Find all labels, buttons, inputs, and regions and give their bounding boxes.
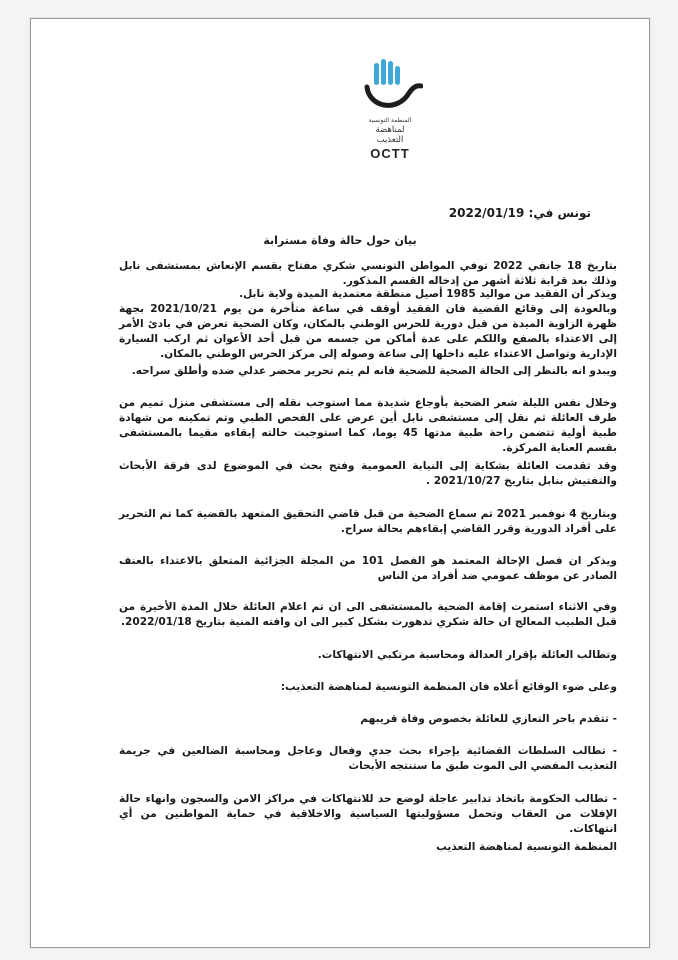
logo-org-small-text: المنظمة التونسية — [368, 117, 412, 124]
bullet-1: - تتقدم باحر التعازي للعائلة بخصوص وفاة قريبهم — [360, 713, 617, 725]
logo-org-line3: التعذيب — [376, 135, 404, 145]
document-title: بيان حول حالة وفاة مسترابة — [263, 234, 417, 247]
logo-abbreviation: OCTT — [370, 146, 410, 161]
signature: المنظمة التونسية لمناهضة التعذيب — [436, 841, 617, 853]
paragraph-4: ويبدو انه بالنظر إلى الحالة الصحية للضحية فانه لم يتم تحرير محضر عدلي ضده وأطلق سراحه. — [131, 365, 617, 377]
document-page — [30, 18, 650, 948]
paragraph-7: وبتاريخ 4 نوفمبر 2021 تم سماع الضحية من قبل قاضي التحقيق المتعهد بالقضية كما تم التحرير على أفراد الدورية وقرر القاضي إبقاءهم بحالة سراح. — [119, 508, 617, 535]
bullet-2: - تطالب السلطات القضائية بإجراء بحث جدي وفعال وعاجل ومحاسبة الضالعين في جريمة التعذيب المفضي الى الموت طبق ما ستنتجه الأبحاث — [119, 745, 617, 772]
paragraph-6: وقد تقدمت العائلة بشكاية إلى النيابة العمومية وفتح بحث في الموضوع لدى فرقة الأبحاث والتفتيش بنابل بتاريخ 2021/10/27 . — [119, 460, 617, 487]
logo-org-line2: لمناهضة — [375, 125, 405, 135]
paragraph-8: ويذكر ان فصل الإحالة المعتمد هو الفصل 101 من المجلة الجزائية المتعلق بالاعتداء بالعنف الصادر عن موظف عمومي ضد أفراد من الناس — [119, 555, 617, 582]
octt-logo — [355, 57, 425, 161]
paragraph-10: وتطالب العائلة بإقرار العدالة ومحاسبة مرتكبي الانتهاكات. — [317, 649, 617, 661]
paragraph-11: وعلى ضوء الوقائع أعلاه فان المنظمة التونسية لمناهضة التعذيب: — [280, 681, 617, 693]
paragraph-2: ويذكر أن الفقيد من مواليد 1985 أصيل منطقة معتمدية الميدة ولاية نابل. — [239, 288, 617, 300]
paragraph-5: وخلال نفس الليلة شعر الضحية بأوجاع شديدة مما استوجب نقله إلى مستشفى منزل تميم من طرف العائلة ثم نقل إلى مستشفى نابل أين عرض على الفحص الطبي وتم تمكينه من شهادة طبية أولية تتضمن راحة طبية مدتها 45 يوما، كما استوجبت حالته إبقاءه مقيما بالمستشفى بقسم العناية المركزة. — [119, 397, 618, 454]
paragraph-3: وبالعودة إلى وقائع القضية فان الفقيد أوقف في ساعة متأخرة من يوم 2021/10/21 بجهة ظهرة الزاوية الميدة من قبل دورية للحرس الوطني بالمكان، وكان الضحية تعرض في بادئ الأمر إلى الاعتداء بالصفع واللكم على عدة أماكن من جسمه من قبل أحد الأعوان ثم اركب السيارة الإدارية وتواصل الاعتداء عليه داخلها إلى ساعة وصوله إلى مركز الحرس الوطني بالمكان. — [119, 303, 617, 360]
place-date: تونس في: 2022/01/19 — [448, 206, 591, 220]
paragraph-1: بتاريخ 18 جانفي 2022 توفي المواطن التونسي شكري مفتاح بقسم الإنعاش بمستشفى نابل وذلك بعد قرابة ثلاثة أشهر من إدخاله القسم المذكور. — [119, 260, 617, 287]
hand-logo-icon — [357, 57, 423, 117]
paragraph-9: وفي الاثناء استمرت إقامة الضحية بالمستشفى الى ان تم اعلام العائلة خلال المدة الأخيرة من قبل الطبيب المعالج ان حالة شكري تدهورت بشكل كبير الى ان وافته المنية بتاريخ 2022/01/18. — [119, 601, 617, 628]
bullet-3: - تطالب الحكومة باتخاذ تدابير عاجلة لوضع حد للانتهاكات في مراكز الامن والسجون وانهاء حالة الإفلات من العقاب وتحمل مسؤوليتها السياسية والاخلاقية في حماية المواطنين من أي انتهاكات. — [119, 793, 617, 835]
